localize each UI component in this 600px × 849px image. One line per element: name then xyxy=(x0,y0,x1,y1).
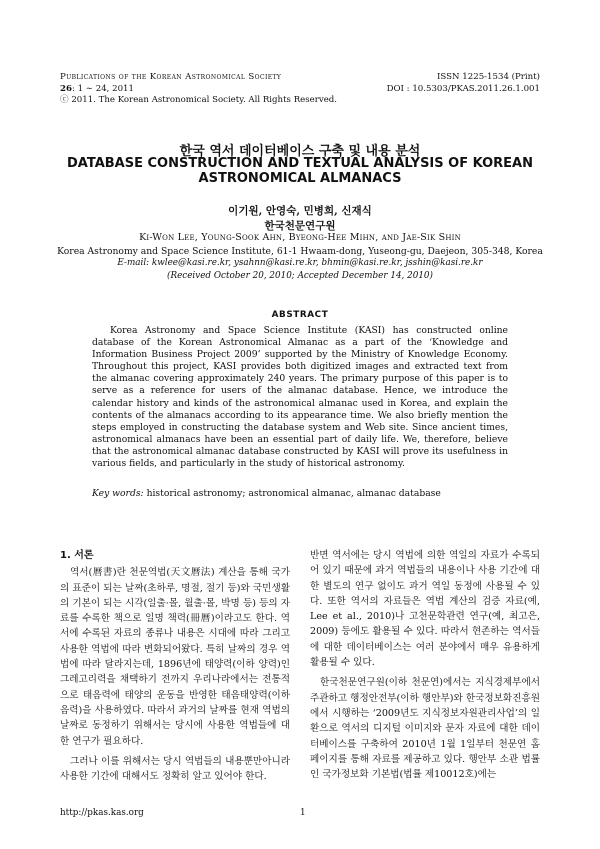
journal-identifiers xyxy=(300,72,540,95)
abstract-heading: ABSTRACT xyxy=(271,310,329,320)
affiliation-korean: 한국천문연구원 xyxy=(264,220,336,232)
keywords xyxy=(92,488,508,499)
authors-english: Ki-Won Lee, Young-Sook Ahn, Byeong-Hee Mihn, and Jae-Sik Shin xyxy=(139,232,461,243)
body-column-left xyxy=(60,548,290,784)
title-korean: 한국 역서 데이터베이스 구축 및 내용 분석 xyxy=(179,144,421,159)
authors-korean: 이기원, 안영숙, 민병희, 신재식 xyxy=(228,205,372,217)
section-heading: 1. 서론 xyxy=(60,550,94,561)
copyright-line: ⓒ 2011. The Korean Astronomical Society. All Rights Reserved. xyxy=(60,95,338,105)
title-english-line2: ASTRONOMICAL ALMANACS xyxy=(198,171,402,186)
affiliation-english: Korea Astronomy and Space Science Institute, 61-1 Hwaam-dong, Yuseong-gu, Daejeon, 305-348, Korea xyxy=(57,246,543,257)
page-number: 1 xyxy=(300,808,306,818)
paragraph: 그러나 이를 위해서는 당시 역법들의 내용뿐만아니라 사용한 기간에 대해서도 정확히 알고 있어야 한다. xyxy=(60,755,290,783)
page-range: : 1 ∼ 24, 2011 xyxy=(71,83,134,94)
title-english xyxy=(40,156,560,186)
paragraph: 반면 역서에는 당시 역법에 의한 역일의 자료가 수록되어 있기 때문에 과거 역법들의 내용이나 사용 기간에 대한 별도의 연구 없이도 과거 역일 동정에 사용될 수 있다. 또한 역서의 자료들은 역법 계산의 검증 자료(예, Lee et al., 2010)나 고천문학관련 연구(예, 최고은, 2009) 등에도 활용될 수 있다. 따라서 현존하는 역서들에 대한 데이터베이스는 여러 분야에서 매우 유용하게 활용될 수 있다. xyxy=(310,550,540,669)
paragraph: 한국천문연구원(이하 천문연)에서는 지식경제부에서 주관하고 행정안전부(이하 행안부)와 한국정보화진흥원에서 시행하는 ‘2009년도 지식정보자원관리사업’의 일환으로 역서의 디지털 이미지와 문자 자료에 대한 데이터베이스를 구축하여 2010년 1월 1일부터 천문연 홈페이지를 통해 자료를 제공하고 있다. 행안부 소관 법률인 국가정보화 기본법(법률 제10012호)에는 xyxy=(310,677,540,781)
received-dates: (Received October 20, 2010; Accepted December 14, 2010) xyxy=(167,271,433,281)
journal-name: Publications of the Korean Astronomical Society xyxy=(60,72,282,82)
keywords-list: historical astronomy; astronomical almanac, almanac database xyxy=(146,488,441,499)
volume-number: 26 xyxy=(60,83,72,94)
abstract-text: Korea Astronomy and Space Science Institute (KASI) has constructed online database of the Korean Astronomical Almanac as a part of the ‘Knowledge and Information Business Project 2009’ supported by the Ministry of Knowledge Economy. Throughout this project, KASI provides both digitized images and extracted text from the almanac covering approximately 240 years. The primary purpose of this paper is to serve as a reference for users of the almanac database. Hence, we introduce the calendar history and kinds of the astronomical almanac used in Korea, and explain the contents of the almanacs according to its appearance time. We also briefly mention the steps employed in constructing the database system and Web site. Since ancient times, astronomical almanacs have been an essential part of daily life. We, therefore, believe that the astronomical almanac database constructed by KASI will prove its usefulness in various fields, and particularly in the study of historical astronomy. xyxy=(92,325,508,470)
footer-url: http://pkas.kas.org xyxy=(60,808,144,818)
issn: ISSN 1225-1534 (Print) xyxy=(437,72,540,82)
body-column-right xyxy=(310,548,540,782)
keywords-label: Key words: xyxy=(92,488,144,499)
title-english-line1: DATABASE CONSTRUCTION AND TEXTUAL ANALYSIS OF KOREAN xyxy=(67,156,533,171)
author-emails: E-mail: kwlee@kasi.re.kr, ysahnn@kasi.re.kr, bhmin@kasi.re.kr, jsshin@kasi.re.kr xyxy=(117,258,483,268)
paragraph: 역서(曆書)란 천문역법(天文曆法) 계산을 통해 국가의 표준이 되는 날짜(초하루, 명절, 절기 등)와 국민생활의 기본이 되는 시각(일출·몰, 월출·몰, 박명 등) 등의 자료를 수록한 책으로 일명 책력(冊曆)이라고도 한다. 역서에 수록된 자료의 종류나 내용은 시대에 따라 그리고 사용한 역법에 따라 변화되어왔다. 특히 날짜의 경우 역법에 따라 달라지는데, 1896년에 태양력(이하 양력)인 그레고리력을 채택하기 전까지 우리나라에서는 전통적으로 태음력에 태양의 운동을 반영한 태음태양력(이하 음력)을 사용하였다. 따라서 과거의 날짜를 현재 역법의 날짜로 동정하기 위해서는 당시에 사용한 역법들에 대한 연구가 필요하다. xyxy=(60,567,290,747)
doi: DOI : 10.5303/PKAS.2011.26.1.001 xyxy=(386,83,540,94)
